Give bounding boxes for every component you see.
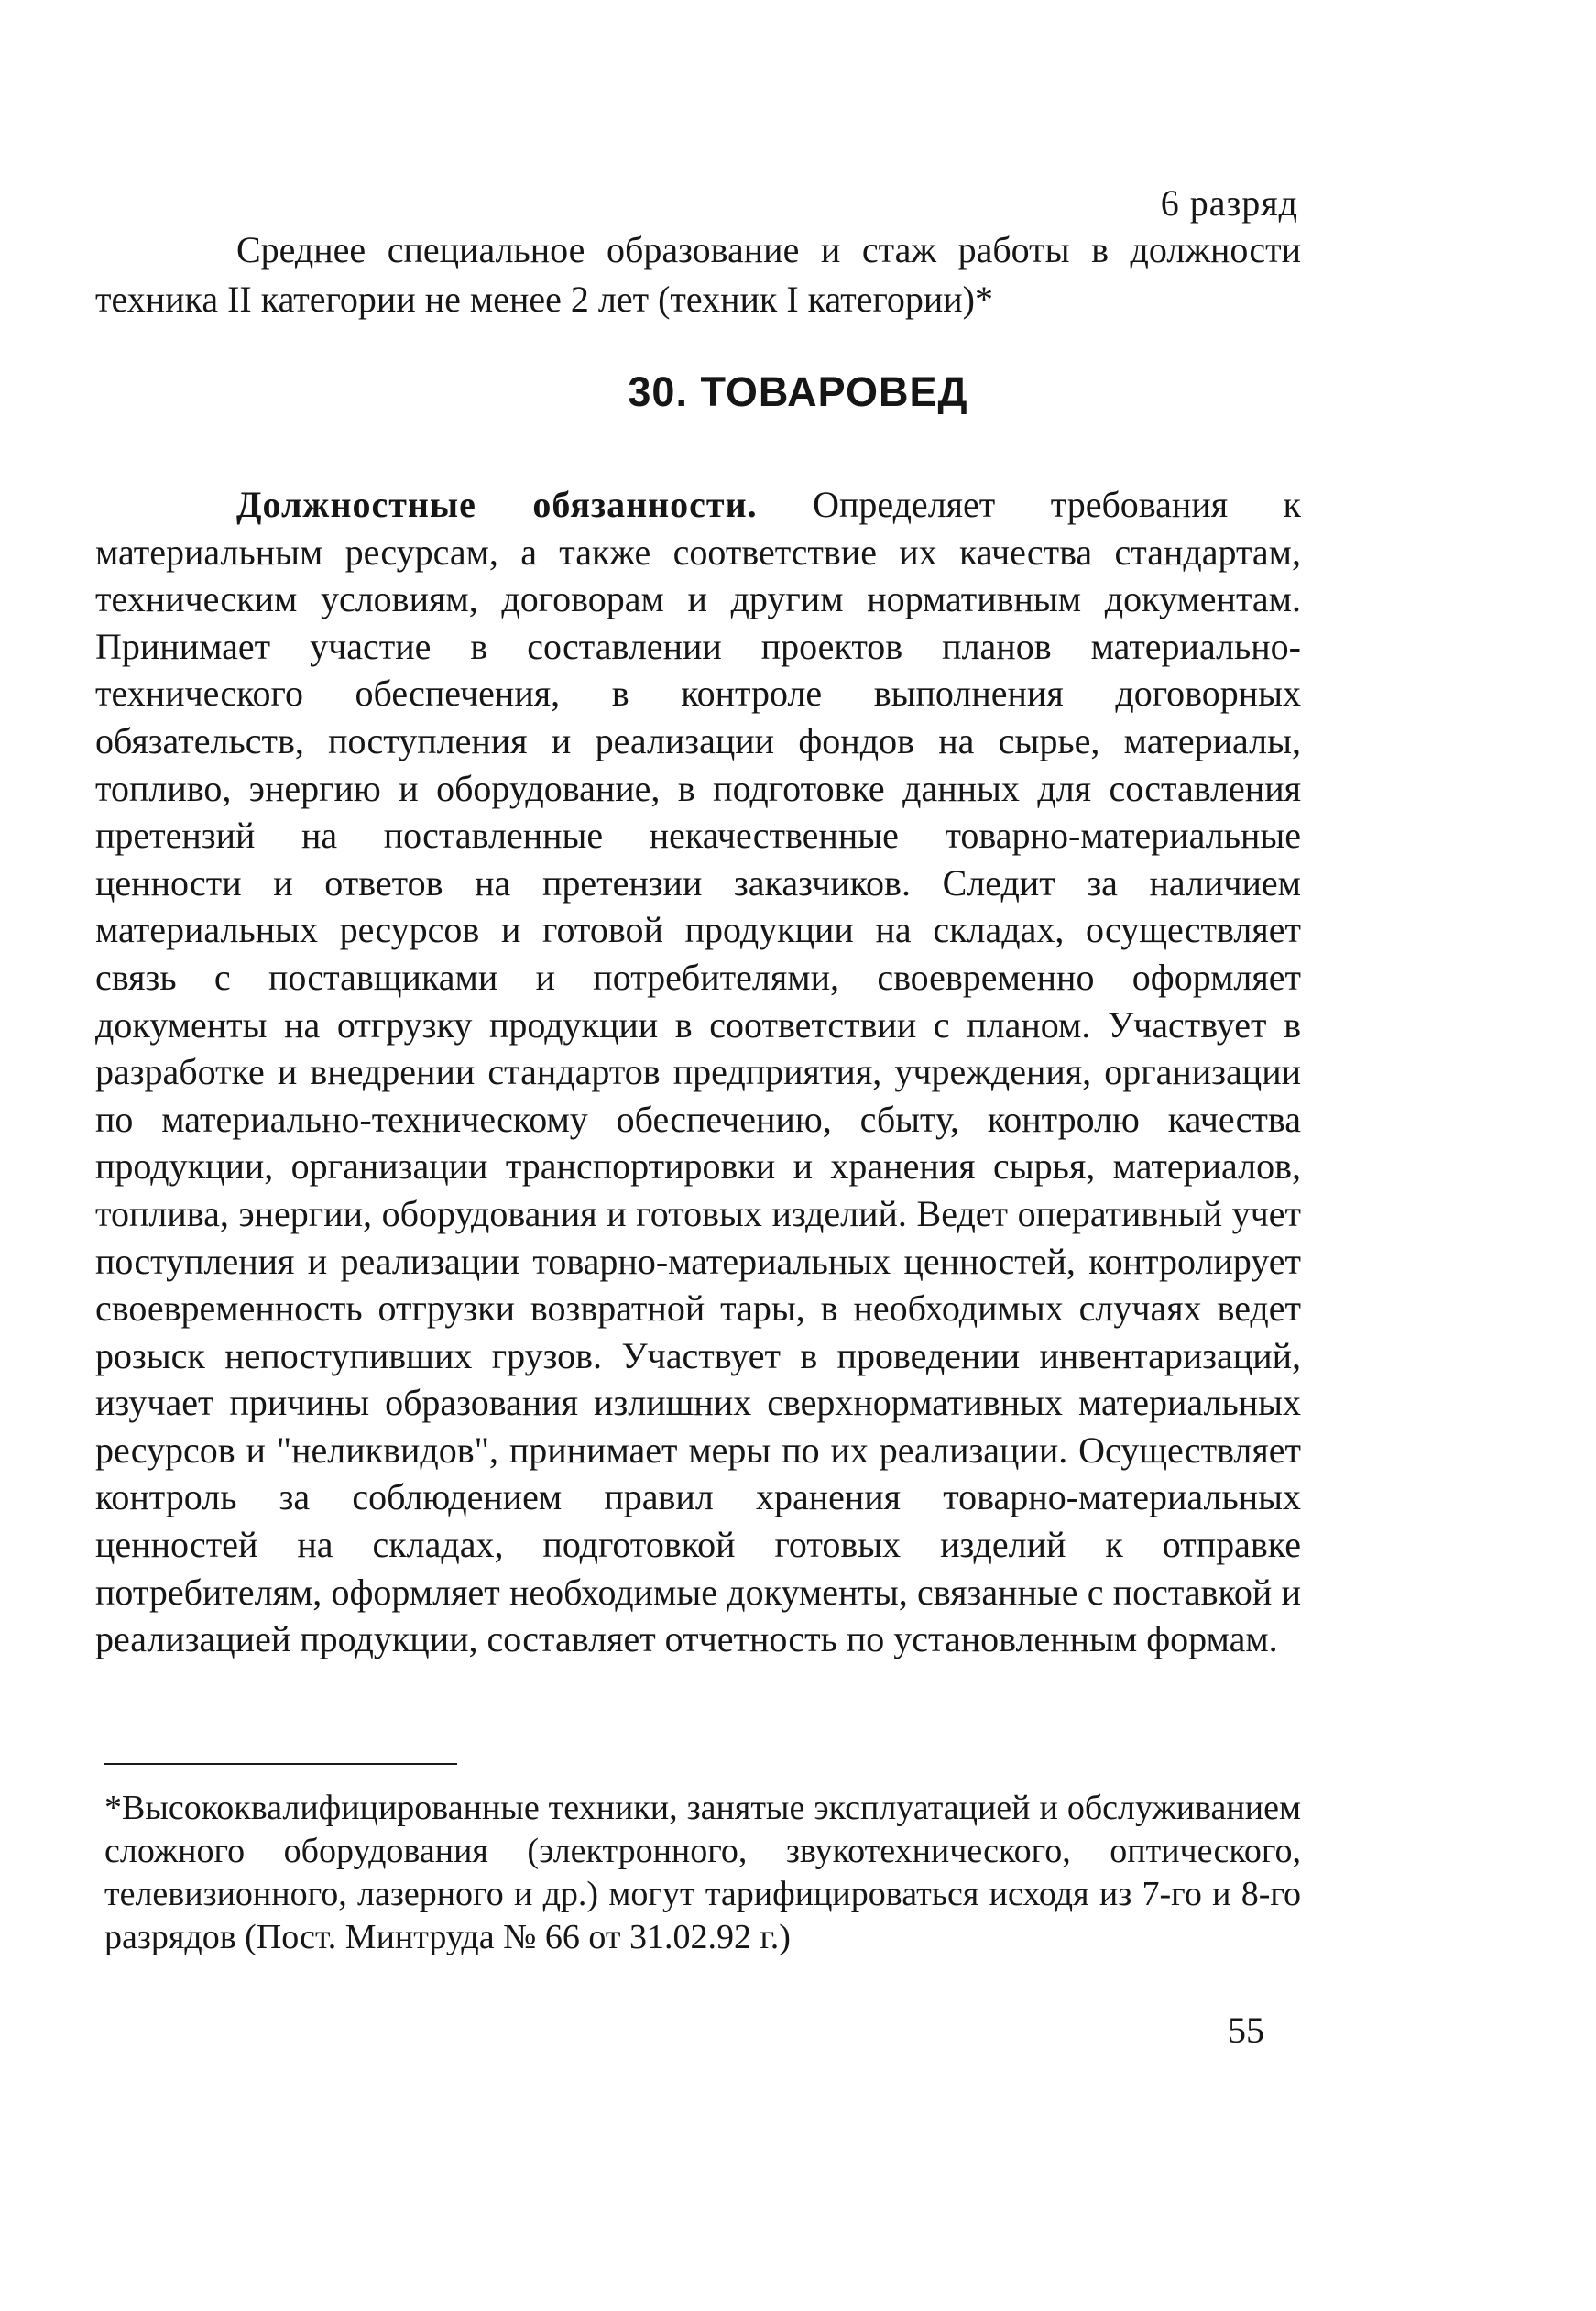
footnote-divider	[104, 1763, 457, 1765]
section-title: 30. ТОВАРОВЕД	[628, 368, 968, 415]
duties-body: Определяет требования к материальным ресурсам, а также соответствие их качества стандартам, техническим условиям, договорам и другим нормативным документам. Принимает участие в составлении проектов планов материально-технического обеспечения, в контроле выполнения договорных обязательств, поступления и реализации фондов на сырье, материалы, топливо, энергию и оборудование, в подготовке данных для составления претензий на поставленные некачественные товарно-материальные ценности и ответов на претензии заказчиков. Следит за наличием материальных ресурсов и готовой продукции на складах, осуществляет связь с поставщиками и потребителями, своевременно оформляет документы на отгрузку продукции в соответствии с планом. Участвует в разработке и внедрении стандартов предприятия, учреждения, организации по материально-техническому обеспечению, сбыту, контролю качества продукции, организации транспортировки и хранения сырья, материалов, топлива, энергии, оборудования и готовых изделий. Ведет оперативный учет поступления и реализации товарно-материальных ценностей, контролирует своевременность отгрузки возвратной тары, в необходимых случаях ведет розыск непоступивших грузов. Участвует в проведении инвентаризаций, изучает причины образования излишних сверхнормативных материальных ресурсов и "неликвидов", принимает меры по их реализации. Осуществляет контроль за соблюдением правил хранения товарно-материальных ценностей на складах, подготовкой готовых изделий к отправке потребителям, оформляет необходимые документы, связанные с поставкой и реализацией продукции, составляет отчетность по установленным формам.	[95, 484, 1301, 1660]
page-number: 55	[1228, 2010, 1264, 2051]
footnote: *Высококвалифицированные техники, занятые эксплуатацией и обслуживанием сложного оборудования (электронного, звукотехнического, оптического, телевизионного, лазерного и др.) могут тарифицироваться исходя из 7-го и 8-го разрядов (Пост. Минтруда № 66 от 31.02.92 г.)	[104, 1789, 1301, 1956]
job-duties-paragraph	[95, 481, 1301, 1663]
qualification-requirements: Среднее специальное образование и стаж работы в должности техника II категории не менее 2 лет (техник I категории)*	[95, 229, 1301, 320]
grade-label: 6 разряд	[1160, 182, 1298, 224]
duties-lead: Должностные обязанности.	[236, 484, 758, 525]
